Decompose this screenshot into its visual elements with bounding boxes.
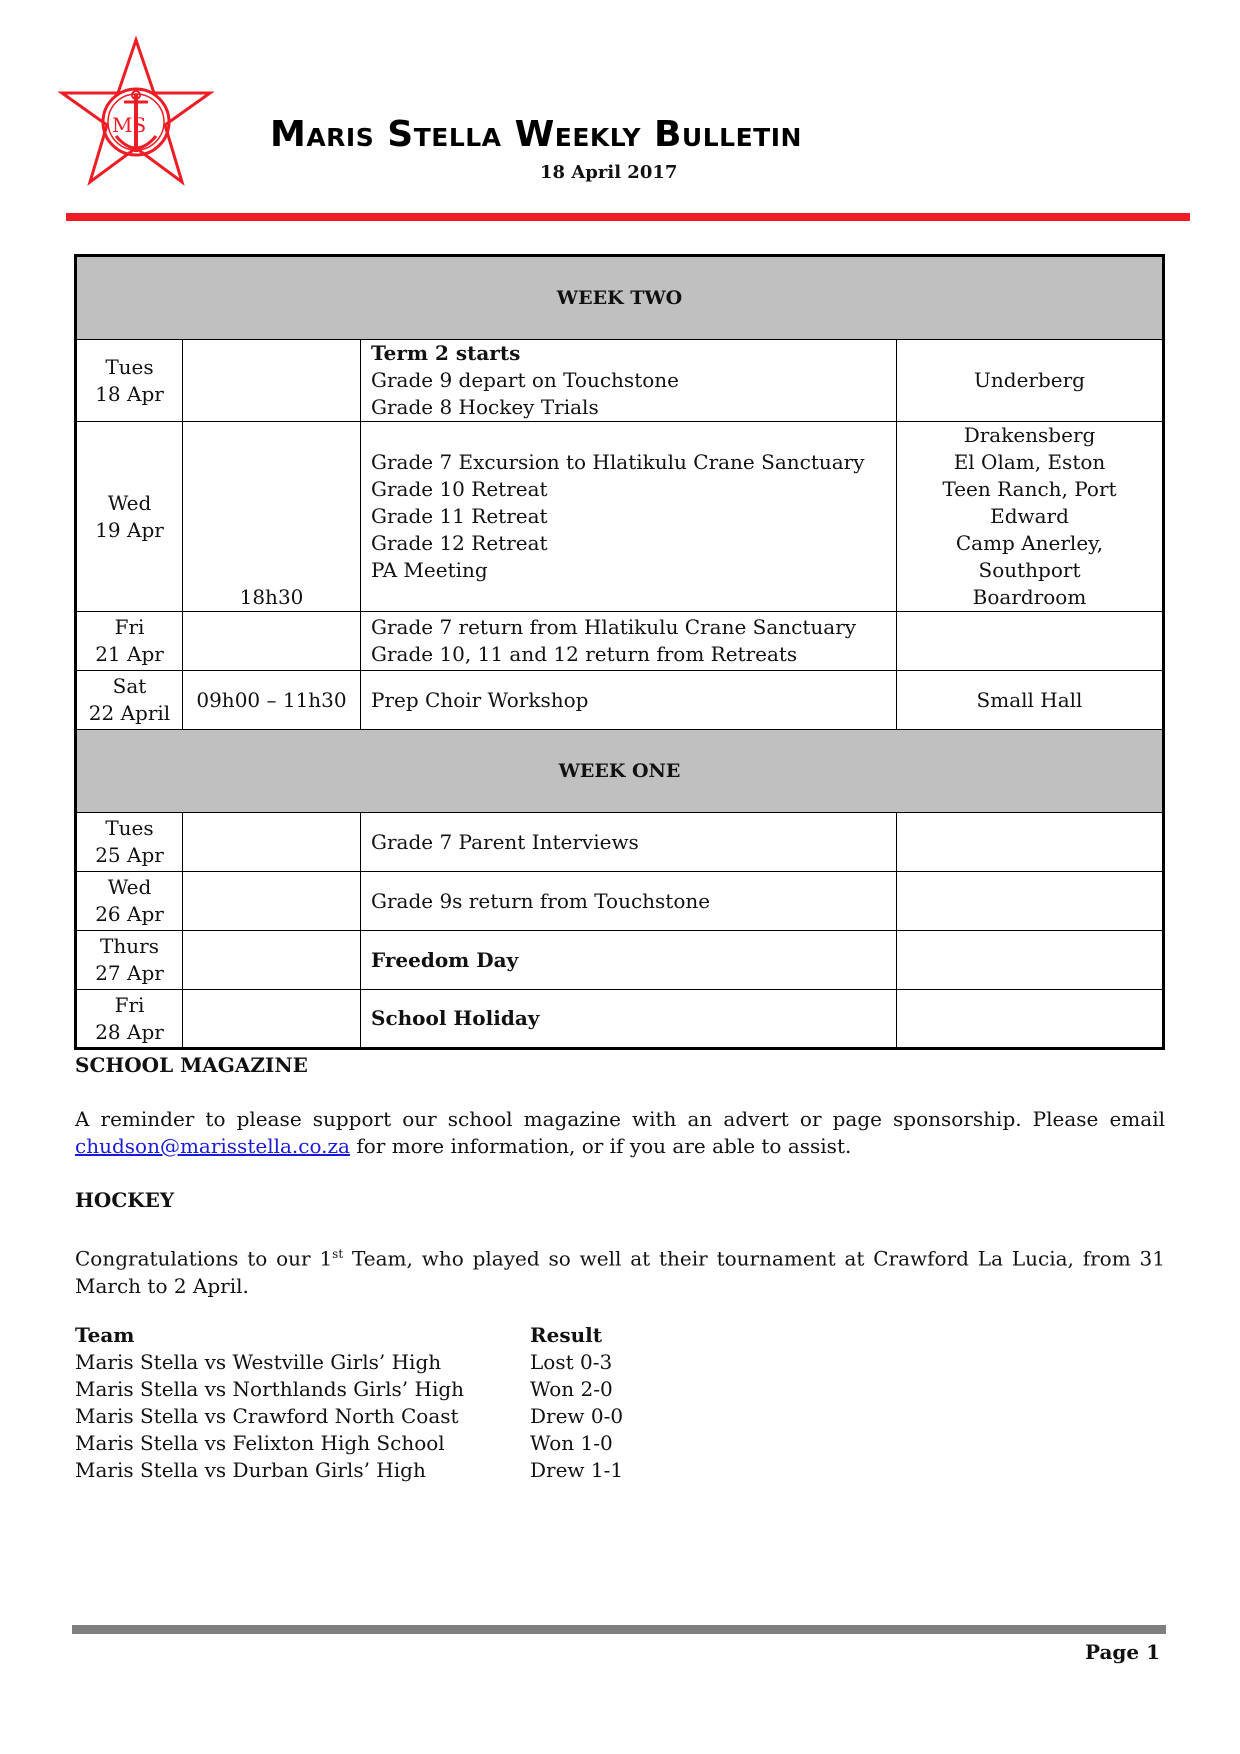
week-one-band bbox=[76, 730, 1164, 813]
event-cell: Grade 7 Excursion to Hlatikulu Crane Sanctuary Grade 10 Retreat Grade 11 Retreat Grade 12 Retreat PA Meeting bbox=[361, 422, 897, 612]
day-cell: Fri 21 Apr bbox=[76, 612, 183, 671]
logo-letters: MS bbox=[112, 113, 147, 137]
event-cell: Grade 9s return from Touchstone bbox=[361, 872, 897, 931]
time-cell bbox=[183, 813, 361, 872]
hockey-results-list bbox=[75, 1322, 730, 1484]
email-link[interactable]: chudson@marisstella.co.za bbox=[75, 1134, 350, 1158]
bulletin-date: 18 April 2017 bbox=[540, 162, 678, 183]
day-cell: Thurs 27 Apr bbox=[76, 931, 183, 990]
schedule-table bbox=[74, 254, 1165, 1050]
event-cell: Grade 7 return from Hlatikulu Crane Sanctuary Grade 10, 11 and 12 return from Retreats bbox=[361, 612, 897, 671]
result-row: Maris Stella vs Felixton High School Won 1-0 bbox=[75, 1431, 613, 1455]
day-cell: Tues 18 Apr bbox=[76, 340, 183, 422]
event-cell: Term 2 starts Grade 9 depart on Touchstone Grade 8 Hockey Trials bbox=[361, 340, 897, 422]
schedule-row bbox=[76, 872, 1164, 931]
time-cell bbox=[183, 612, 361, 671]
time-cell: 09h00 – 11h30 bbox=[183, 671, 361, 730]
venue-cell bbox=[897, 931, 1164, 990]
column-header-team: Team bbox=[75, 1323, 135, 1347]
hockey-paragraph: Congratulations to our 1st Team, who played so well at their tournament at Crawford La Lucia, from 31 March to 2 April. bbox=[75, 1246, 1165, 1298]
schedule-row bbox=[76, 422, 1164, 612]
venue-cell bbox=[897, 612, 1164, 671]
result-row: Maris Stella vs Durban Girls’ High Drew 1-1 bbox=[75, 1458, 624, 1482]
event-cell: Prep Choir Workshop bbox=[361, 671, 897, 730]
schedule-row bbox=[76, 671, 1164, 730]
footer-divider bbox=[72, 1625, 1166, 1634]
event-cell: School Holiday bbox=[361, 990, 897, 1049]
time-cell bbox=[183, 340, 361, 422]
day-cell: Fri 28 Apr bbox=[76, 990, 183, 1049]
day-cell: Wed 19 Apr bbox=[76, 422, 183, 612]
venue-cell bbox=[897, 813, 1164, 872]
venue-cell: Underberg bbox=[897, 340, 1164, 422]
schedule-row bbox=[76, 813, 1164, 872]
week-one-heading: WEEK ONE bbox=[76, 730, 1164, 813]
column-header-result: Result bbox=[530, 1323, 602, 1347]
venue-cell bbox=[897, 872, 1164, 931]
school-crest-logo bbox=[58, 36, 214, 190]
day-cell: Sat 22 April bbox=[76, 671, 183, 730]
venue-cell: Small Hall bbox=[897, 671, 1164, 730]
results-header bbox=[75, 1322, 730, 1349]
time-cell bbox=[183, 990, 361, 1049]
week-two-heading: WEEK TWO bbox=[76, 256, 1164, 340]
result-row: Maris Stella vs Northlands Girls’ High Won 2-0 bbox=[75, 1377, 613, 1401]
page-number: Page 1 bbox=[1084, 1640, 1160, 1664]
result-row: Maris Stella vs Crawford North Coast Drew 0-0 bbox=[75, 1404, 624, 1428]
day-cell: Tues 25 Apr bbox=[76, 813, 183, 872]
venue-cell: Drakensberg El Olam, Eston Teen Ranch, Port Edward Camp Anerley, Southport Boardroom bbox=[897, 422, 1164, 612]
schedule-row bbox=[76, 340, 1164, 422]
magazine-paragraph: A reminder to please support our school magazine with an advert or page sponsorship. Please email chudson@marisstella.co.za for more information, or if you are able to assist. bbox=[75, 1107, 1165, 1158]
time-cell bbox=[183, 931, 361, 990]
schedule-row bbox=[76, 612, 1164, 671]
section-heading: SCHOOL MAGAZINE bbox=[75, 1053, 308, 1077]
schedule-row bbox=[76, 931, 1164, 990]
result-row: Maris Stella vs Westville Girls’ High Lost 0-3 bbox=[75, 1350, 613, 1374]
schedule-row bbox=[76, 990, 1164, 1049]
header-divider bbox=[66, 213, 1190, 221]
time-cell bbox=[183, 872, 361, 931]
venue-cell bbox=[897, 990, 1164, 1049]
section-heading: HOCKEY bbox=[75, 1188, 175, 1212]
bulletin-title: Maris Stella Weekly Bulletin bbox=[270, 114, 802, 155]
time-cell: 18h30 bbox=[183, 422, 361, 612]
hockey-section bbox=[75, 1187, 1165, 1300]
school-magazine-section bbox=[75, 1052, 1165, 1160]
event-cell: Freedom Day bbox=[361, 931, 897, 990]
week-two-band bbox=[76, 256, 1164, 340]
day-cell: Wed 26 Apr bbox=[76, 872, 183, 931]
event-cell: Grade 7 Parent Interviews bbox=[361, 813, 897, 872]
